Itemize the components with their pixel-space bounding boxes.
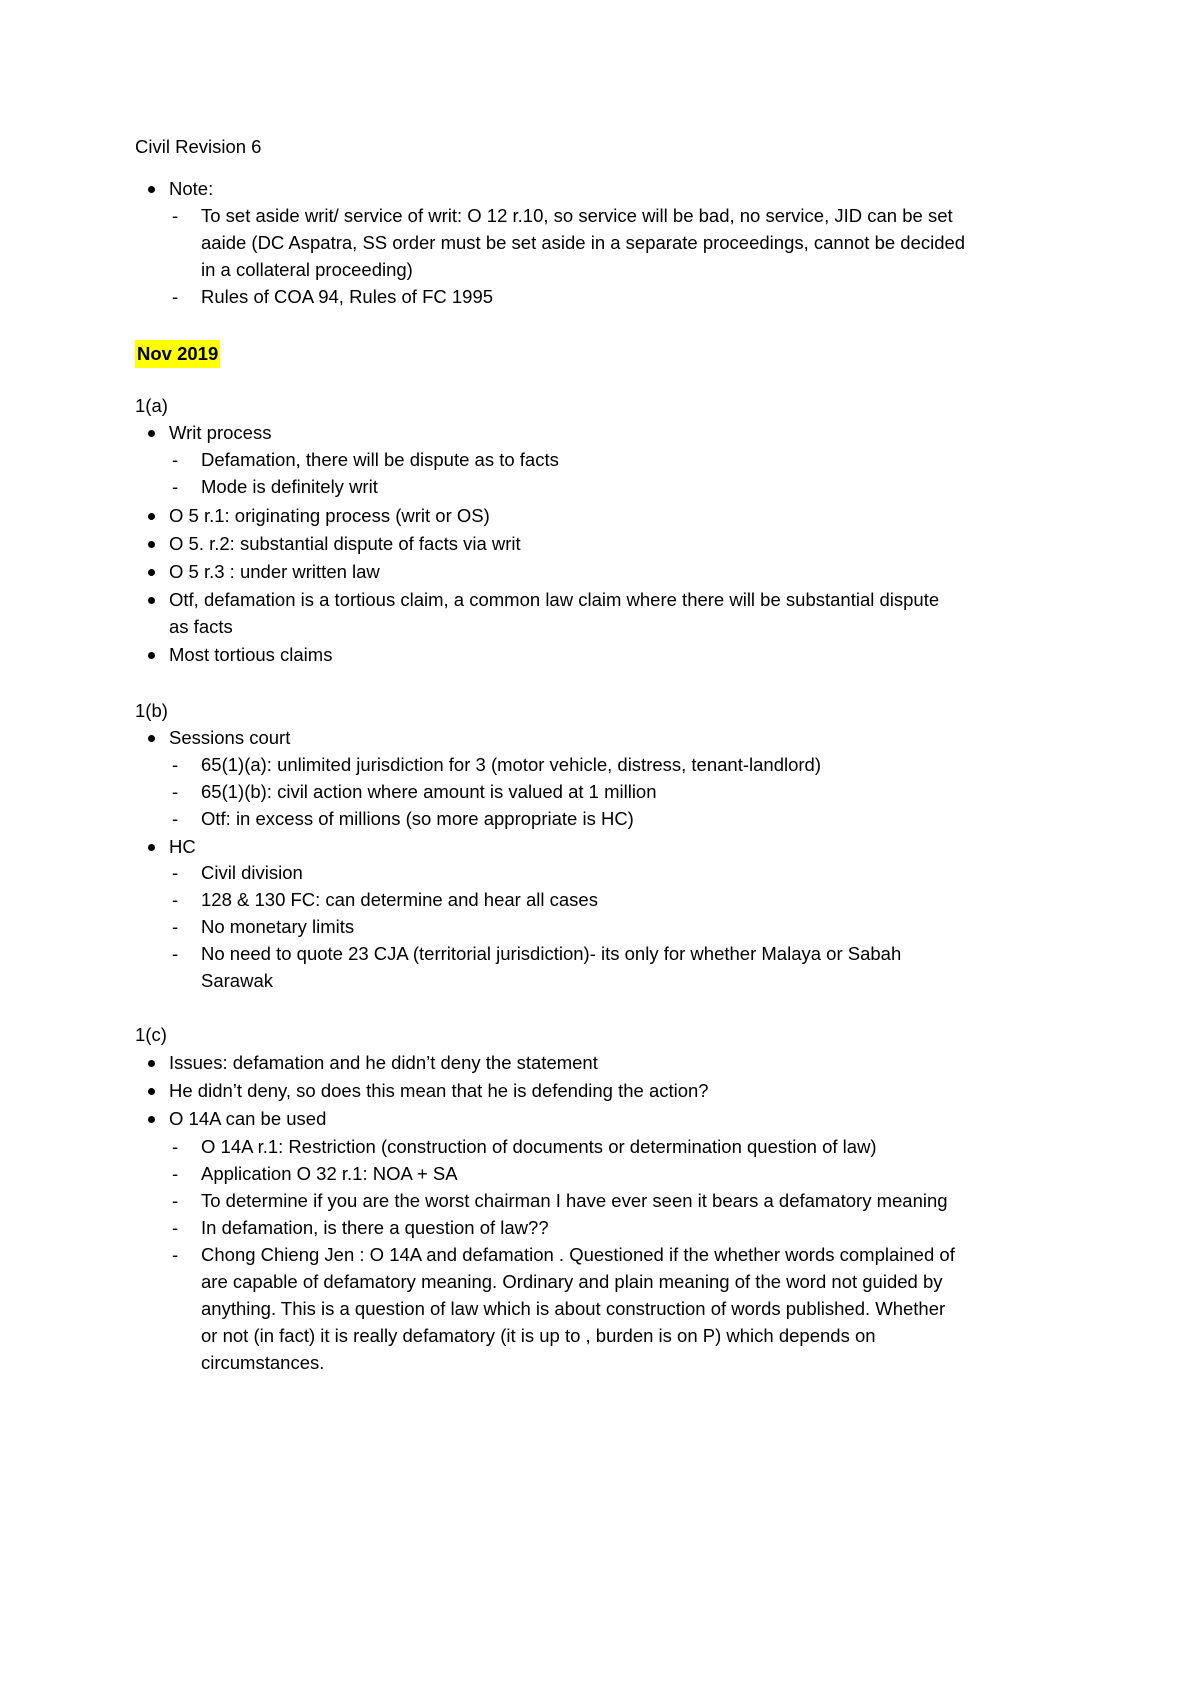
dash-marker: -: [172, 205, 179, 226]
bullet-icon: [148, 1116, 155, 1123]
note-label: Note:: [169, 178, 214, 199]
bullet-text: O 5 r.3 : under written law: [169, 561, 380, 582]
dash-text: Civil division: [201, 862, 303, 883]
question-label: 1(b): [135, 700, 168, 721]
bullet-text: O 14A can be used: [169, 1108, 327, 1129]
bullet-icon: [148, 1060, 155, 1067]
note-item: in a collateral proceeding): [201, 259, 413, 280]
dash-marker: -: [172, 1136, 179, 1157]
dash-marker: -: [172, 286, 179, 307]
section-heading: Nov 2019: [135, 340, 220, 368]
dash-text: Defamation, there will be dispute as to facts: [201, 449, 559, 470]
dash-marker: -: [172, 476, 179, 497]
dash-text: 128 & 130 FC: can determine and hear all cases: [201, 889, 598, 910]
dash-text: In defamation, is there a question of law??: [201, 1217, 549, 1238]
dash-marker: -: [172, 1244, 179, 1265]
bullet-icon: [148, 652, 155, 659]
dash-marker: -: [172, 1217, 179, 1238]
dash-text: Sarawak: [201, 970, 273, 991]
note-item: Rules of COA 94, Rules of FC 1995: [201, 286, 494, 307]
dash-marker: -: [172, 754, 179, 775]
bullet-text: Sessions court: [169, 727, 291, 748]
dash-marker: -: [172, 808, 179, 829]
dash-text: circumstances.: [201, 1352, 325, 1373]
bullet-icon: [148, 541, 155, 548]
bullet-icon: [148, 513, 155, 520]
dash-text: or not (in fact) it is really defamatory (it is up to , burden is on P) which depends on: [201, 1325, 876, 1346]
bullet-icon: [148, 735, 155, 742]
dash-text: No monetary limits: [201, 916, 355, 937]
dash-text: Application O 32 r.1: NOA + SA: [201, 1163, 458, 1184]
bullet-text: He didn’t deny, so does this mean that he is defending the action?: [169, 1080, 709, 1101]
dash-marker: -: [172, 862, 179, 883]
dash-marker: -: [172, 943, 179, 964]
note-item: To set aside writ/ service of writ: O 12 r.10, so service will be bad, no service, JID can be set: [201, 205, 953, 226]
bullet-text: Otf, defamation is a tortious claim, a common law claim where there will be substantial dispute: [169, 589, 940, 610]
bullet-icon: [148, 569, 155, 576]
dash-text: anything. This is a question of law which is about construction of words published. Whether: [201, 1298, 946, 1319]
question-label: 1(a): [135, 395, 168, 416]
bullet-text: O 5. r.2: substantial dispute of facts via writ: [169, 533, 521, 554]
bullet-text: Writ process: [169, 422, 272, 443]
dash-marker: -: [172, 916, 179, 937]
dash-marker: -: [172, 781, 179, 802]
bullet-icon: [148, 844, 155, 851]
bullet-text: Issues: defamation and he didn’t deny the statement: [169, 1052, 598, 1073]
dash-text: 65(1)(a): unlimited jurisdiction for 3 (motor vehicle, distress, tenant-landlord): [201, 754, 822, 775]
dash-text: 65(1)(b): civil action where amount is valued at 1 million: [201, 781, 657, 802]
dash-text: To determine if you are the worst chairman I have ever seen it bears a defamatory meaning: [201, 1190, 948, 1211]
dash-marker: -: [172, 1163, 179, 1184]
dash-text: Otf: in excess of millions (so more appropriate is HC): [201, 808, 634, 829]
dash-marker: -: [172, 1190, 179, 1211]
bullet-icon: [148, 1088, 155, 1095]
page-title: Civil Revision 6: [135, 136, 262, 157]
dash-text: Mode is definitely writ: [201, 476, 378, 497]
bullet-text: Most tortious claims: [169, 644, 333, 665]
dash-text: Chong Chieng Jen : O 14A and defamation . Questioned if the whether words complained of: [201, 1244, 955, 1265]
bullet-text: as facts: [169, 616, 233, 637]
bullet-icon: [148, 186, 155, 193]
bullet-text: O 5 r.1: originating process (writ or OS): [169, 505, 490, 526]
bullet-text: HC: [169, 836, 196, 857]
note-item: aaide (DC Aspatra, SS order must be set aside in a separate proceedings, cannot be decided: [201, 232, 966, 253]
dash-marker: -: [172, 889, 179, 910]
bullet-icon: [148, 430, 155, 437]
dash-marker: -: [172, 449, 179, 470]
bullet-icon: [148, 597, 155, 604]
question-label: 1(c): [135, 1024, 167, 1045]
dash-text: No need to quote 23 CJA (territorial jurisdiction)- its only for whether Malaya or Sabah: [201, 943, 902, 964]
dash-text: O 14A r.1: Restriction (construction of documents or determination question of law): [201, 1136, 877, 1157]
dash-text: are capable of defamatory meaning. Ordinary and plain meaning of the word not guided by: [201, 1271, 943, 1292]
